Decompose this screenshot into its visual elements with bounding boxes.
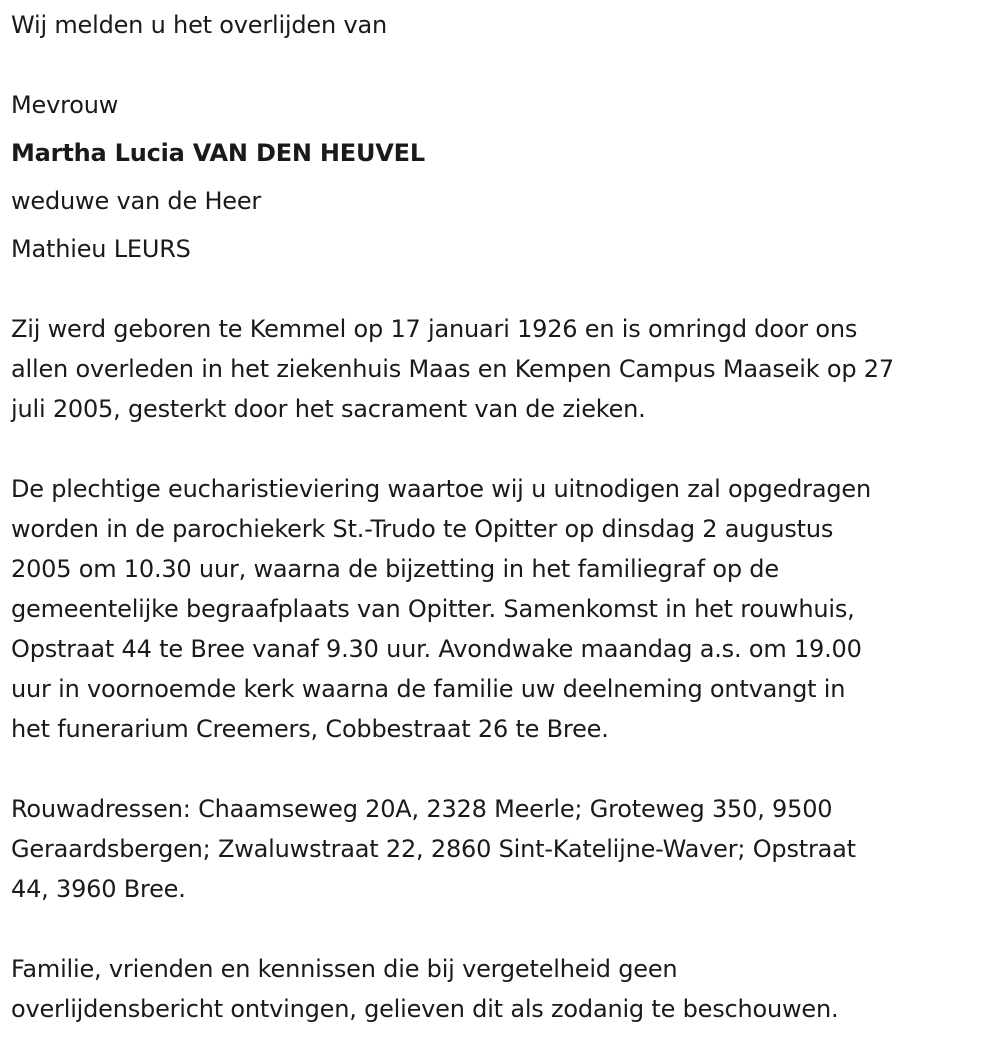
paragraph-line: allen overleden in het ziekenhuis Maas en Kempen Campus Maaseik op 27 [11,355,894,383]
paragraph-line: het funerarium Creemers, Cobbestraat 26 te Bree. [11,715,609,743]
husband-name: Mathieu LEURS [11,235,191,263]
paragraph-line: gemeentelijke begraafplaats van Opitter. Samenkomst in het rouwhuis, [11,595,855,623]
paragraph-line: juli 2005, gesterkt door het sacrament van de zieken. [11,395,646,423]
paragraph-line: worden in de parochiekerk St.-Trudo te Opitter op dinsdag 2 augustus [11,515,834,543]
paragraph-line: Familie, vrienden en kennissen die bij vergetelheid geen [11,955,678,983]
paragraph-line: Opstraat 44 te Bree vanaf 9.30 uur. Avondwake maandag a.s. om 19.00 [11,635,862,663]
closing-paragraph [11,949,996,1029]
widow-of-line: weduwe van de Heer [11,187,262,215]
ceremony-paragraph [11,469,996,749]
addresses-paragraph [11,789,996,909]
paragraph-line: uur in voornoemde kerk waarna de familie uw deelneming ontvangt in [11,675,846,703]
paragraph-line: 2005 om 10.30 uur, waarna de bijzetting in het familiegraf op de [11,555,779,583]
paragraph-line: De plechtige eucharistieviering waartoe wij u uitnodigen zal opgedragen [11,475,871,503]
intro-line: Wij melden u het overlijden van [11,11,387,39]
paragraph-line: 44, 3960 Bree. [11,875,186,903]
honorific-title: Mevrouw [11,91,119,119]
paragraph-line: overlijdensbericht ontvingen, gelieven dit als zodanig te beschouwen. [11,995,839,1023]
paragraph-line: Geraardsbergen; Zwaluwstraat 22, 2860 Sint-Katelijne-Waver; Opstraat [11,835,856,863]
birth-death-paragraph [11,309,996,429]
deceased-name: Martha Lucia VAN DEN HEUVEL [11,139,425,167]
paragraph-line: Rouwadressen: Chaamseweg 20A, 2328 Meerle; Groteweg 350, 9500 [11,795,833,823]
paragraph-line: Zij werd geboren te Kemmel op 17 januari 1926 en is omringd door ons [11,315,858,343]
obituary-notice [11,0,996,1029]
